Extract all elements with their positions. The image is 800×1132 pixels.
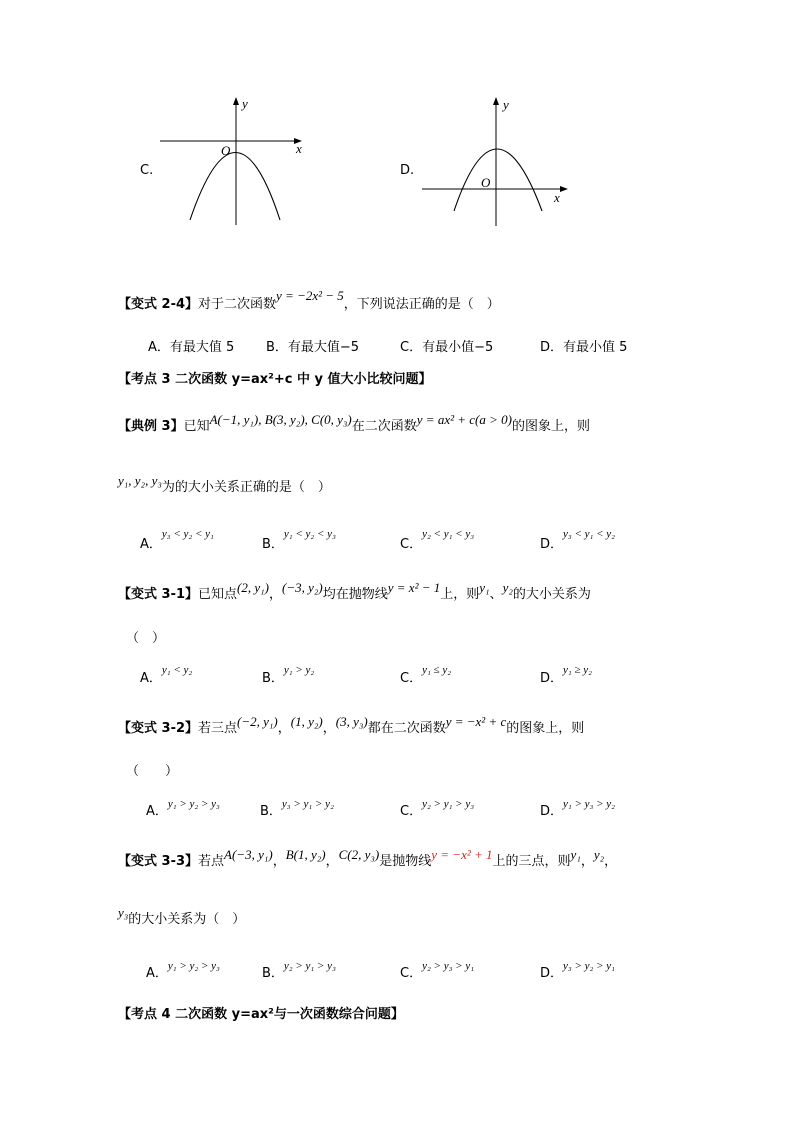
v32-option-c: C．$^{y_2 > y_1 > y_3}$: [400, 798, 475, 819]
dl3-tag: 【典例 3】: [118, 419, 184, 434]
dl3-option-a: A．$^{y_3 < y_2 < y_1}$: [140, 528, 214, 552]
v31-option-c: C．$^{y_1 \le y_2}$: [400, 664, 452, 686]
v31-option-b: B．$^{y_1 > y_2}$: [262, 664, 315, 686]
v32-paren: （ ）: [126, 764, 179, 779]
v33-expr: y = −x² + 1: [431, 847, 493, 862]
v24-option-c: C．有最小值−5: [400, 340, 494, 355]
parabola: [454, 149, 542, 211]
x-axis-label: x: [554, 190, 560, 205]
v24-text-end: ，下列说法正确的是（ ）: [343, 297, 500, 312]
v33-question-line2: y₃的大小关系为（ ）: [118, 905, 246, 927]
v33-option-b: B．$^{y_2 > y_1 > y_3}$: [262, 960, 336, 981]
graph-c: [160, 95, 310, 230]
x-axis-label: x: [296, 141, 302, 156]
v33-option-d: D．$^{y_3 > y_2 > y_1}$: [540, 960, 615, 981]
dl3-text3: 的图象上，则: [511, 419, 590, 434]
dl3-expr: y = ax² + c(a > 0): [416, 412, 512, 427]
section-heading-4: 【考点 4 二次函数 y=ax²与一次函数综合问题】: [118, 1007, 404, 1022]
v24-text: 对于二次函数: [198, 297, 277, 312]
dl3-text2: 在二次函数: [351, 419, 417, 434]
v32-expr: y = −x² + c: [445, 714, 507, 729]
dl3-text: 已知: [183, 419, 210, 434]
option-d-label: D.: [400, 163, 415, 178]
parabola: [190, 153, 280, 221]
section-heading-3: 【考点 3 二次函数 y=ax²+c 中 y 值大小比较问题】: [118, 372, 432, 387]
v24-question: [118, 288, 500, 312]
dl3-option-d: D．$^{y_3 < y_1 < y_2}$: [540, 528, 615, 552]
v32-tag: 【变式 3-2】: [118, 721, 199, 736]
y-axis-label: y: [503, 97, 509, 112]
v24-expr: y = −2x² − 5: [276, 288, 344, 303]
v31-expr: y = x² − 1: [387, 580, 441, 595]
v31-option-d: D．$^{y_1 \ge y_2}$: [540, 664, 592, 686]
dl3-question-line2: [118, 473, 331, 495]
dl3-text4: 为的大小关系正确的是（ ）: [161, 480, 331, 495]
dl3-option-b: B．$^{y_1 < y_2 < y_3}$: [262, 528, 336, 552]
dl3-question: [118, 412, 590, 434]
v33-question: 【变式 3-3】若点A(−3, y₁)，B(1, y₂)，C(2, y₃)是抛物线y = −x² + 1上的三点，则y₁，y₂，: [118, 847, 618, 869]
option-c-label: C.: [140, 163, 154, 178]
dl3-points: A(−1, y₁), B(3, y₂), C(0, y₃): [209, 412, 352, 427]
v32-option-d: D．$^{y_1 > y_3 > y_2}$: [540, 798, 615, 819]
dl3-option-c: C．$^{y_2 < y_1 < y_3}$: [400, 528, 475, 552]
origin-label: O: [221, 143, 231, 158]
v33-tag: 【变式 3-3】: [118, 854, 199, 869]
v31-option-a: A．$^{y_1 < y_2}$: [140, 664, 193, 686]
y-axis-label: y: [242, 96, 248, 111]
origin-label: O: [481, 175, 491, 190]
graph-d: [418, 95, 578, 230]
v24-option-a: A．有最大值 5: [148, 340, 235, 355]
v33-option-a: A．$^{y_1 > y_2 > y_3}$: [146, 960, 220, 981]
v24-option-b: B．有最大值−5: [266, 340, 360, 355]
v32-option-a: A．$^{y_1 > y_2 > y_3}$: [146, 798, 220, 819]
v24-option-d: D．有最小值 5: [540, 340, 628, 355]
v32-question: 【变式 3-2】若三点(−2, y₁)，(1, y₂)，(3, y₃)都在二次函数y = −x² + c的图象上，则: [118, 714, 585, 736]
v31-question: 【变式 3-1】已知点(2, y₁)，(−3, y₂)均在抛物线y = x² − 1上，则y₁、y₂的大小关系为: [118, 580, 591, 602]
dl3-vars: y₁, y₂, y₃: [118, 473, 162, 488]
v31-tag: 【变式 3-1】: [118, 587, 199, 602]
v33-option-c: C．$^{y_2 > y_3 > y_1}$: [400, 960, 475, 981]
v32-option-b: B．$^{y_3 > y_1 > y_2}$: [260, 798, 334, 819]
v24-tag: 【变式 2-4】: [118, 297, 199, 312]
v31-paren: （ ）: [126, 631, 166, 646]
